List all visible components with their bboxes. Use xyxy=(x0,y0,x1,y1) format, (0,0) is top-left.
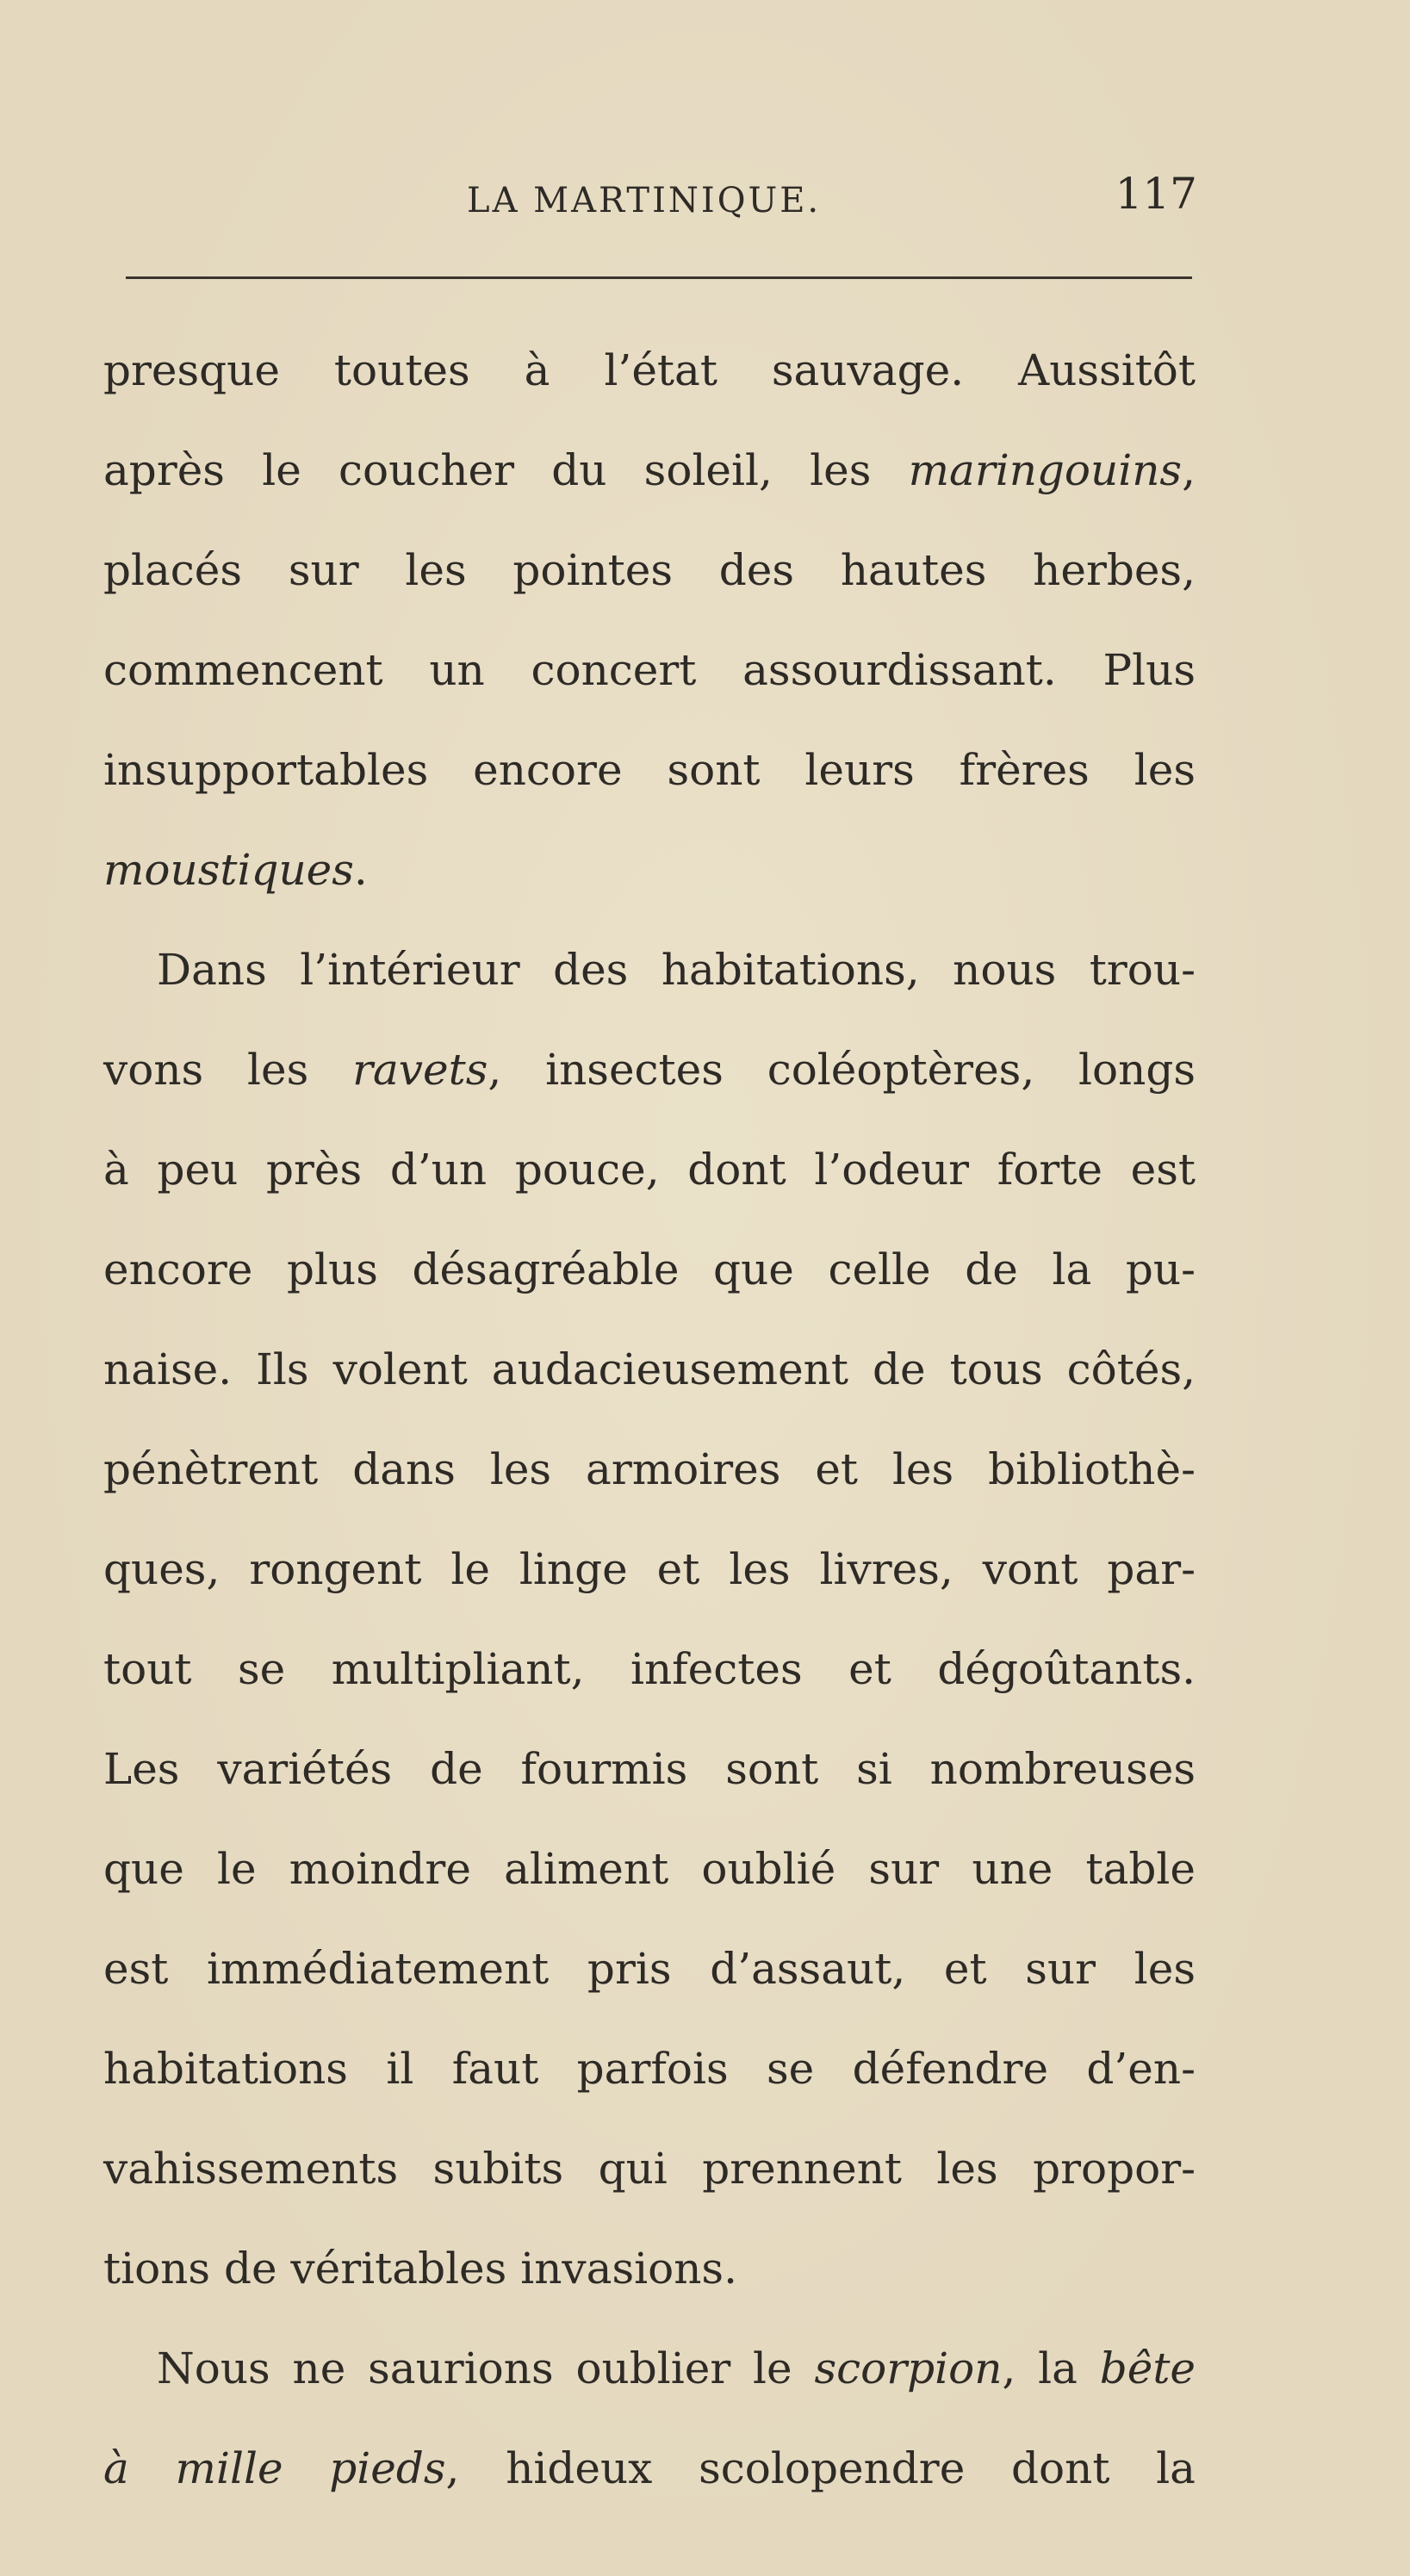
text-line: commencent un concert assourdissant. Plus xyxy=(103,645,1196,695)
page-number: 117 xyxy=(1115,169,1197,219)
text-line: presque toutes à l’état sauvage. Aussitôt xyxy=(103,345,1196,395)
italic-term: ravets xyxy=(352,1045,488,1095)
running-head-title: LA MARTINIQUE. xyxy=(467,181,822,220)
italic-term: à mille pieds xyxy=(103,2443,446,2493)
text-line: moustiques. xyxy=(103,845,368,895)
italic-term: bête xyxy=(1099,2343,1196,2393)
text-line: est immédiatement pris d’assaut, et sur les xyxy=(103,1944,1196,1994)
text-line: naise. Ils volent audacieusement de tous côtés, xyxy=(103,1344,1196,1394)
text-line: ques, rongent le linge et les livres, vont par- xyxy=(103,1544,1196,1594)
text-line: à peu près d’un pouce, dont l’odeur forte est xyxy=(103,1145,1196,1195)
text-line: Les variétés de fourmis sont si nombreuses xyxy=(103,1744,1196,1794)
text-line: après le coucher du soleil, les maringouins, xyxy=(103,445,1196,495)
text-line: encore plus désagréable que celle de la pu- xyxy=(103,1245,1196,1294)
text-line: vons les ravets, insectes coléoptères, longs xyxy=(103,1045,1196,1095)
running-head xyxy=(103,169,1197,229)
italic-term: maringouins xyxy=(908,445,1183,495)
italic-term: moustiques xyxy=(103,845,354,895)
body-text xyxy=(103,320,1196,2518)
text-line: à mille pieds, hideux scolopendre dont la xyxy=(103,2443,1196,2493)
text-line: habitations il faut parfois se défendre d’en- xyxy=(103,2044,1196,2094)
text-line: que le moindre aliment oublié sur une table xyxy=(103,1844,1196,1894)
text-line: Dans l’intérieur des habitations, nous trou- xyxy=(157,945,1196,995)
text-line: tout se multipliant, infectes et dégoûtants. xyxy=(103,1644,1196,1694)
text-line: pénètrent dans les armoires et les bibliothè- xyxy=(103,1444,1196,1494)
italic-term: scorpion xyxy=(814,2343,1003,2393)
text-line: Nous ne saurions oublier le scorpion, la bête xyxy=(157,2343,1196,2393)
text-line: placés sur les pointes des hautes herbes, xyxy=(103,545,1196,595)
text-line: vahissements subits qui prennent les propor- xyxy=(103,2144,1196,2194)
text-line: tions de véritables invasions. xyxy=(103,2244,737,2294)
header-rule xyxy=(126,276,1192,279)
text-line: insupportables encore sont leurs frères les xyxy=(103,745,1196,795)
